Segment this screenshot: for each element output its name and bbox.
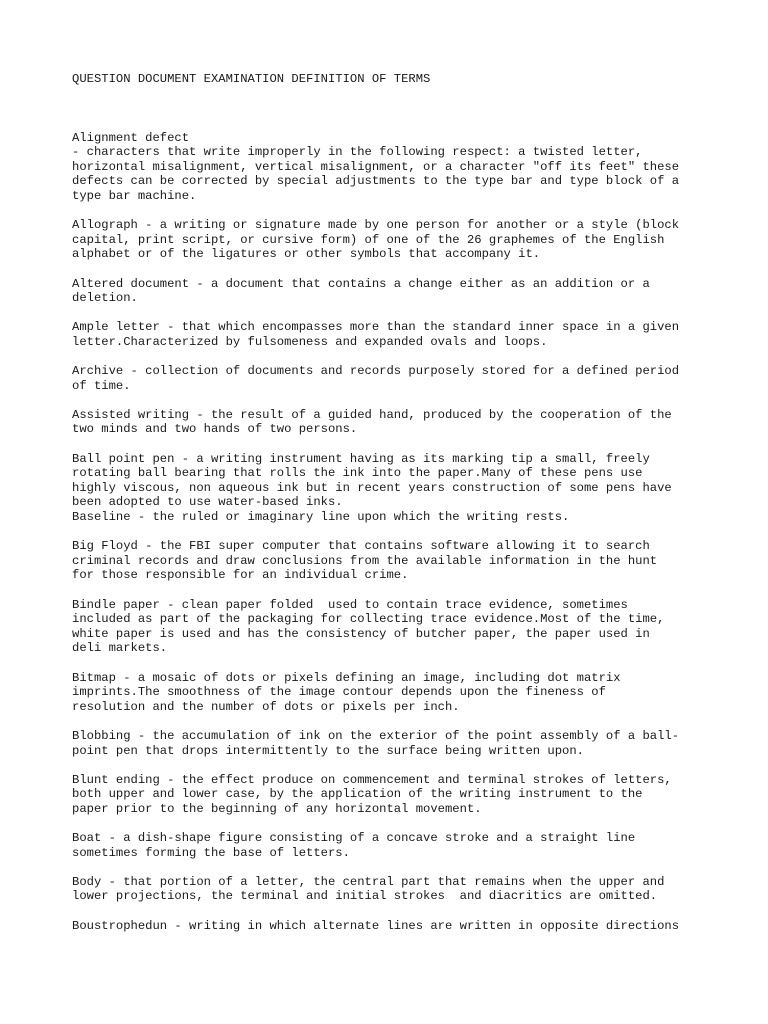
text-line: for those responsible for an individual crime. <box>72 568 409 583</box>
text-line: Bitmap - a mosaic of dots or pixels defining an image, including dot matrix <box>72 670 621 685</box>
text-line: rotating ball bearing that rolls the ink into the paper.Many of these pens use <box>72 466 643 481</box>
definition-paragraph <box>72 831 712 860</box>
definition-paragraph <box>72 320 712 349</box>
definition-paragraph <box>72 773 712 817</box>
text-line: letter.Characterized by fulsomeness and expanded ovals and loops. <box>72 334 548 349</box>
document-title: QUESTION DOCUMENT EXAMINATION DEFINITION OF TERMS <box>72 72 431 86</box>
text-line: - characters that write improperly in the following respect: a twisted letter, <box>72 145 643 160</box>
definition-paragraph <box>72 452 712 525</box>
definition-paragraph <box>72 364 712 393</box>
definition-paragraph <box>72 218 712 262</box>
definition-paragraph <box>72 131 712 204</box>
text-line: Boat - a dish-shape figure consisting of a concave stroke and a straight line <box>72 831 636 846</box>
text-line: Blobbing - the accumulation of ink on the exterior of the point assembly of a ball- <box>72 728 680 743</box>
text-line: lower projections, the terminal and initial strokes and diacritics are omitted. <box>72 889 658 904</box>
text-line: paper prior to the beginning of any horizontal movement. <box>72 801 482 816</box>
definition-paragraph <box>72 598 712 656</box>
text-line: Blunt ending - the effect produce on commencement and terminal strokes of letters, <box>72 772 672 787</box>
text-line: sometimes forming the base of letters. <box>72 845 350 860</box>
text-line: imprints.The smoothness of the image contour depends upon the fineness of <box>72 685 606 700</box>
definitions-list <box>72 131 712 934</box>
text-line: capital, print script, or cursive form) of one of the 26 graphemes of the English <box>72 232 665 247</box>
text-line: deli markets. <box>72 641 168 656</box>
definition-paragraph <box>72 729 712 758</box>
text-line: both upper and lower case, by the application of the writing instrument to the <box>72 787 643 802</box>
text-line: Big Floyd - the FBI super computer that contains software allowing it to search <box>72 539 650 554</box>
text-line: Allograph - a writing or signature made by one person for another or a style (block <box>72 218 680 233</box>
text-line: deletion. <box>72 291 138 306</box>
text-line: alphabet or of the ligatures or other symbols that accompany it. <box>72 247 541 262</box>
text-line: two minds and two hands of two persons. <box>72 422 358 437</box>
text-line: Boustrophedun - writing in which alternate lines are written in opposite directions <box>72 918 680 933</box>
text-line: been adopted to use water-based inks. <box>72 495 343 510</box>
text-line: Body - that portion of a letter, the central part that remains when the upper and <box>72 874 665 889</box>
text-line: point pen that drops intermittently to the surface being written upon. <box>72 743 584 758</box>
text-line: criminal records and draw conclusions from the available information in the hunt <box>72 553 658 568</box>
text-line: Assisted writing - the result of a guided hand, produced by the cooperation of the <box>72 407 672 422</box>
text-line: Altered document - a document that contains a change either as an addition or a <box>72 276 650 291</box>
text-line: of time. <box>72 378 131 393</box>
text-line: Archive - collection of documents and records purposely stored for a defined period <box>72 364 680 379</box>
text-line: Bindle paper - clean paper folded used to contain trace evidence, sometimes <box>72 597 628 612</box>
definition-paragraph <box>72 919 712 934</box>
text-line: resolution and the number of dots or pixels per inch. <box>72 699 460 714</box>
definition-paragraph <box>72 408 712 437</box>
text-line: included as part of the packaging for collecting trace evidence.Most of the time, <box>72 612 665 627</box>
text-line: Alignment defect <box>72 130 190 145</box>
text-line: Baseline - the ruled or imaginary line upon which the writing rests. <box>72 510 570 525</box>
definition-paragraph <box>72 539 712 583</box>
text-line: Ample letter - that which encompasses more than the standard inner space in a given <box>72 320 680 335</box>
text-line: Ball point pen - a writing instrument having as its marking tip a small, freely <box>72 451 650 466</box>
text-line: type bar machine. <box>72 188 197 203</box>
definition-paragraph <box>72 277 712 306</box>
definition-paragraph <box>72 875 712 904</box>
text-line: highly viscous, non aqueous ink but in recent years construction of some pens have <box>72 480 672 495</box>
text-line: horizontal misalignment, vertical misalignment, or a character "off its feet" these <box>72 159 680 174</box>
text-line: defects can be corrected by special adjustments to the type bar and type block of a <box>72 174 680 189</box>
document-body <box>72 72 712 948</box>
definition-paragraph <box>72 671 712 715</box>
text-line: white paper is used and has the consistency of butcher paper, the paper used in <box>72 626 650 641</box>
